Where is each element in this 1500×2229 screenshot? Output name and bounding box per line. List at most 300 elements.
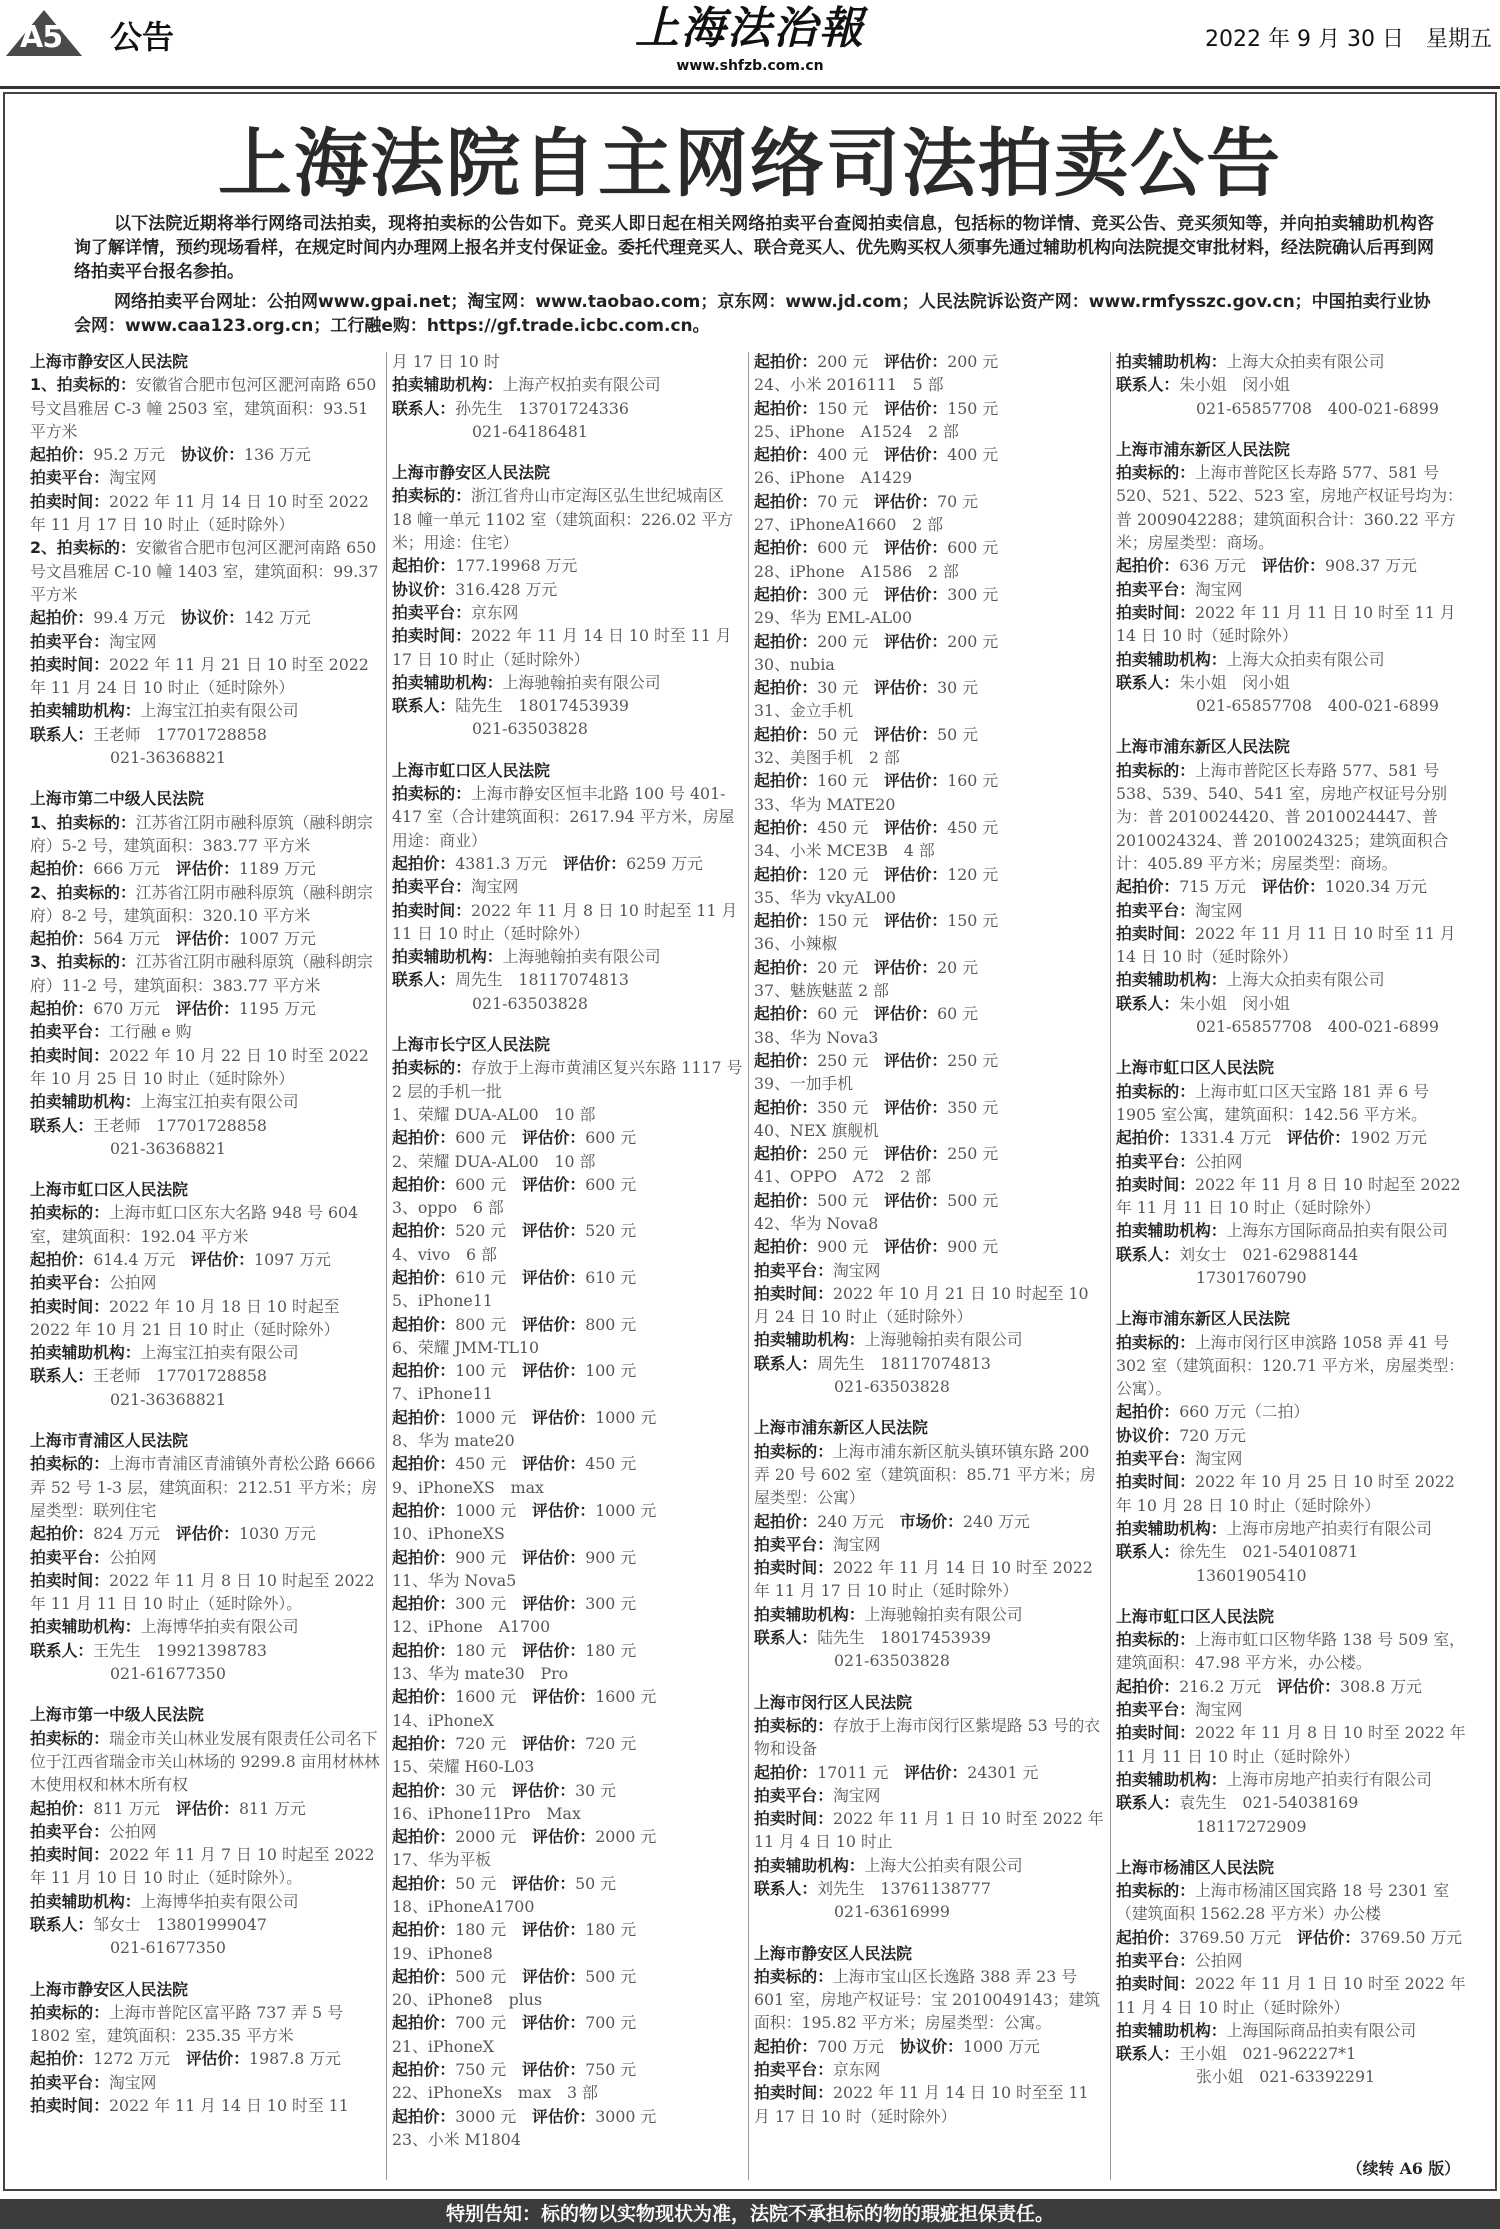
field-label: 起拍价：: [1116, 1128, 1180, 1148]
field-label: 评估价：: [883, 911, 948, 931]
field-label: 起拍价：: [392, 1966, 456, 1986]
listing-line: 起拍价：300 元 评估价：300 元: [754, 584, 999, 604]
field-label: 起拍价：: [392, 2106, 456, 2126]
field-label: 联系人：: [392, 696, 456, 716]
listing-line: 起拍价：720 元 评估价：720 元: [392, 1733, 637, 1753]
listing-line: 021-63503828: [472, 993, 588, 1013]
listing-line: 拍卖辅助机构：上海国际商品拍卖有限公司: [1116, 2020, 1417, 2040]
field-label: 拍卖时间：: [30, 1570, 109, 1590]
field-label: 评估价：: [175, 1798, 239, 1818]
listing-line: 拍卖辅助机构：上海宝江拍卖有限公司: [30, 701, 299, 721]
field-label: 起拍价：: [392, 1827, 456, 1847]
listing-line: 拍卖平台：淘宝网: [30, 468, 157, 488]
field-label: 起拍价：: [754, 2036, 818, 2056]
listing-line: 联系人：王先生 19921398783: [30, 1640, 267, 1660]
listing-line: 42、华为 Nova8: [754, 1213, 879, 1233]
field-label: 起拍价：: [30, 929, 94, 949]
continued-note: （续转 A6 版）: [1346, 2158, 1460, 2178]
field-label: 拍卖平台：: [30, 1547, 109, 1567]
listing-line: 起拍价：660 万元（二拍）: [1116, 1402, 1310, 1422]
listing-line: 021-36368821: [110, 748, 226, 768]
field-label: 起拍价：: [30, 608, 94, 628]
field-label: 拍卖平台：: [754, 2060, 833, 2080]
field-label: 起拍价：: [30, 1249, 94, 1269]
field-label: 评估价：: [883, 538, 948, 558]
court-name: 上海市浦东新区人民法院: [1116, 439, 1290, 459]
field-label: 拍卖标的：: [30, 1203, 109, 1223]
listing-line: 021-64186481: [472, 421, 588, 441]
field-label: 起拍价：: [30, 2049, 94, 2069]
listing-line: 23、小米 M1804: [392, 2129, 521, 2149]
field-label: 评估价：: [873, 491, 938, 511]
listing-line: 联系人：朱小姐 闵小姐: [1116, 672, 1290, 692]
field-label: 拍卖辅助机构：: [1116, 352, 1227, 371]
listing-line: 起拍价：160 元 评估价：160 元: [754, 771, 999, 791]
listing-line: 拍卖标的：上海市虹口区物华路 138 号 509 室，建筑面积：47.98 平方米，办公楼。: [1116, 1630, 1465, 1673]
listing-line: 拍卖标的：浙江省舟山市定海区弘生世纪城南区 18 幢一单元 1102 室（建筑面积：226.02 平方米；用途：住宅）: [392, 486, 734, 553]
field-label: 起拍价：: [392, 2013, 456, 2033]
court-name: 上海市虹口区人民法院: [1116, 1058, 1274, 1078]
listing-line: 39、一加手机: [754, 1074, 854, 1094]
field-label: 评估价：: [883, 817, 948, 837]
listing-line: 32、美图手机 2 部: [754, 748, 900, 768]
listing-line: 起拍价：50 元 评估价：50 元: [392, 1873, 617, 1893]
listing-line: 拍卖平台：公拍网: [30, 1273, 157, 1293]
field-label: 联系人：: [30, 1915, 94, 1934]
field-label: 起拍价：: [754, 398, 818, 418]
field-label: 评估价：: [873, 957, 938, 977]
court-name: 上海市第二中级人民法院: [30, 789, 204, 809]
listing-line: 021-65857708 400-021-6899: [1196, 1017, 1439, 1037]
listing-line: 17301760790: [1196, 1267, 1307, 1287]
listing-line: 起拍价：400 元 评估价：400 元: [754, 445, 999, 465]
listing-line: 29、华为 EML-AL00: [754, 608, 913, 628]
listing-line: 021-36368821: [110, 1138, 226, 1158]
listing-line: 起拍价：17011 元 评估价：24301 元: [754, 1762, 1039, 1782]
listing-line: 4、vivo 6 部: [392, 1244, 497, 1264]
listing-line: 起拍价：50 元 评估价：50 元: [754, 724, 979, 744]
field-label: 联系人：: [30, 1640, 94, 1660]
listing-line: 联系人：朱小姐 闵小姐: [1116, 375, 1290, 395]
field-label: 评估价：: [883, 864, 948, 884]
field-label: 评估价：: [1276, 1676, 1341, 1696]
listing-line: 拍卖平台：淘宝网: [30, 2072, 157, 2092]
field-label: 拍卖标的：: [1116, 1332, 1195, 1352]
listing-line: 拍卖平台：公拍网: [1116, 1151, 1243, 1171]
field-label: 拍卖时间：: [1116, 1472, 1195, 1492]
field-label: 拍卖平台：: [30, 1273, 109, 1293]
listing-line: 17、华为平板: [392, 1850, 492, 1870]
field-label: 起拍价：: [392, 1733, 456, 1753]
listing-line: 拍卖平台：淘宝网: [1116, 1700, 1243, 1720]
listing-line: 起拍价：715 万元 评估价：1020.34 万元: [1116, 877, 1427, 897]
listing-line: 3、oppo 6 部: [392, 1198, 504, 1218]
listing-line: 拍卖时间：2022 年 11 月 21 日 10 时至 2022 年 11 月 24 日 10 时止（延时除外）: [30, 654, 369, 698]
listing-line: 021-61677350: [110, 1664, 226, 1684]
field-label: 拍卖标的：: [30, 2002, 109, 2022]
field-label: 联系人：: [30, 1366, 94, 1386]
listing-line: 拍卖时间：2022 年 10 月 21 日 10 时起至 10 月 24 日 10 时止（延时除外）: [754, 1283, 1089, 1327]
listing-line: 拍卖辅助机构：上海宝江拍卖有限公司: [30, 1092, 299, 1112]
intro-text: 以下法院近期将举行网络司法拍卖，现将拍卖标的公告如下。竞买人即日起在相关网络拍卖平台查阅拍卖信息，包括标的物详情、竞买公告、竞买须知等，并向拍卖辅助机构咨询了解详情，预约现场看样，在规定时间内办理网上报名并支付保证金。委托代理竞买人、联合竞买人、优先购买权人须事先通过辅助机构向法院提交审批材料，经法院确认后再到网络拍卖平台报名参拍。: [74, 214, 1434, 282]
listing-line: 拍卖时间：2022 年 11 月 14 日 10 时至 11 月 17 日 10 时止（延时除外）: [392, 626, 732, 669]
field-label: 拍卖辅助机构：: [30, 1343, 141, 1363]
field-label: 拍卖辅助机构：: [754, 1855, 865, 1875]
court-name: 上海市静安区人民法院: [30, 352, 188, 371]
listing-line: 3、拍卖标的：江苏省江阴市融科原筑（融科朗宗府）11-2 号，建筑面积：383.77 平方米: [30, 952, 373, 995]
column-divider: [1110, 352, 1111, 2180]
listing-line: 联系人：徐先生 021-54010871: [1116, 1542, 1359, 1562]
listing-line: 24、小米 2016111 5 部: [754, 375, 944, 395]
listing-line: 拍卖平台：公拍网: [1116, 1951, 1243, 1970]
field-label: 评估价：: [883, 352, 948, 371]
field-label: 起拍价：: [1116, 877, 1180, 897]
listing-line: 2、拍卖标的：安徽省合肥市包河区淝河南路 650 号文昌雅居 C-10 幢 1403 室，建筑面积：99.37 平方米: [30, 538, 379, 604]
listing-line: 41、OPPO A72 2 部: [754, 1167, 932, 1187]
field-label: 评估价：: [521, 1221, 586, 1241]
field-label: 协议价：: [1116, 1425, 1180, 1445]
field-label: 拍卖辅助机构：: [30, 1092, 141, 1112]
field-label: 评估价：: [532, 1827, 596, 1847]
listing-line: 起拍价：150 元 评估价：150 元: [754, 911, 999, 931]
field-label: 评估价：: [175, 1524, 239, 1544]
listing-line: 拍卖标的：上海市普陀区长寿路 577、581 号 520、521、522、523 室，房地产权证号均为：普 2009042288；建筑面积合计：360.22 平方米；房屋类型：商场。: [1116, 463, 1463, 553]
listing-line: 拍卖标的：上海市杨浦区国宾路 18 号 2301 室（建筑面积 1562.28 平方米）办公楼: [1116, 1881, 1450, 1924]
listing-line: 拍卖辅助机构：上海驰翰拍卖有限公司: [392, 672, 661, 692]
listing-line: 拍卖标的：存放于上海市黄浦区复兴东路 1117 号 2 层的手机一批: [392, 1058, 743, 1101]
listing-line: 021-63503828: [472, 719, 588, 739]
listing-line: 拍卖平台：公拍网: [30, 1547, 157, 1567]
listing-line: 22、iPhoneXs max 3 部: [392, 2083, 598, 2103]
field-label: 拍卖平台：: [754, 1785, 833, 1805]
listing-line: 起拍价：800 元 评估价：800 元: [392, 1314, 637, 1334]
court-name: 上海市浦东新区人民法院: [754, 1418, 928, 1438]
listing-line: 拍卖平台：淘宝网: [1116, 1449, 1243, 1469]
column-divider: [748, 352, 749, 2180]
field-label: 拍卖辅助机构：: [392, 375, 503, 395]
listing-line: 8、华为 mate20: [392, 1431, 515, 1451]
listing-line: 起拍价：216.2 万元 评估价：308.8 万元: [1116, 1676, 1422, 1696]
field-label: 拍卖辅助机构：: [1116, 649, 1227, 669]
listing-line: 9、iPhoneXS max: [392, 1477, 544, 1497]
listing-line: 协议价：316.428 万元: [392, 579, 558, 599]
field-label: 评估价：: [521, 1966, 586, 1986]
field-label: 拍卖标的：: [30, 1728, 109, 1748]
field-label: 拍卖辅助机构：: [392, 672, 503, 692]
listing-line: 11、华为 Nova5: [392, 1570, 517, 1590]
field-label: 拍卖平台：: [30, 631, 109, 651]
field-label: 起拍价：: [30, 1524, 94, 1544]
field-label: 起拍价：: [30, 999, 94, 1019]
listing-line: 联系人：王老师 17701728858: [30, 1115, 267, 1135]
listing-line: 联系人：邹女士 13801999047: [30, 1915, 267, 1934]
field-label: 拍卖时间：: [30, 1045, 109, 1065]
listing-line: 1、荣耀 DUA-AL00 10 部: [392, 1104, 596, 1124]
field-label: 评估价：: [185, 2049, 250, 2069]
listing-line: 起拍价：180 元 评估价：180 元: [392, 1640, 637, 1660]
field-label: 拍卖平台：: [30, 1022, 109, 1042]
listing-line: 拍卖平台：淘宝网: [754, 1534, 881, 1554]
field-label: 3、拍卖标的：: [30, 952, 136, 972]
field-label: 起拍价：: [392, 1500, 456, 1520]
listing-line: 38、华为 Nova3: [754, 1027, 879, 1047]
field-label: 拍卖时间：: [30, 491, 109, 511]
field-label: 拍卖辅助机构：: [1116, 970, 1227, 990]
field-label: 评估价：: [1296, 1927, 1361, 1947]
field-label: 联系人：: [754, 1628, 818, 1648]
listing-line: 起拍价：150 元 评估价：150 元: [754, 398, 999, 418]
listing-line: 联系人：陆先生 18017453939: [754, 1628, 991, 1648]
listing-line: 起拍价：1000 元 评估价：1000 元: [392, 1407, 657, 1427]
field-label: 起拍价：: [754, 724, 818, 744]
field-label: 1、拍卖标的：: [30, 375, 136, 395]
field-label: 评估价：: [521, 1314, 586, 1334]
listing-line: 起拍价：610 元 评估价：610 元: [392, 1267, 637, 1287]
field-label: 评估价：: [521, 1594, 586, 1614]
listing-line: 拍卖标的：存放于上海市闵行区紫堤路 53 号的衣物和设备: [754, 1715, 1101, 1759]
listing-line: 拍卖平台：淘宝网: [30, 631, 157, 651]
field-label: 评估价：: [521, 1920, 586, 1940]
listing-line: 拍卖辅助机构：上海宝江拍卖有限公司: [30, 1343, 299, 1363]
listing-line: 021-65857708 400-021-6899: [1196, 696, 1439, 716]
field-label: 起拍价：: [754, 771, 818, 791]
field-label: 起拍价：: [754, 1511, 818, 1531]
field-label: 联系人：: [1116, 375, 1180, 395]
field-label: 评估价：: [883, 1144, 948, 1164]
listing-line: 13601905410: [1196, 1565, 1307, 1585]
field-label: 起拍价：: [1116, 1927, 1180, 1947]
field-label: 起拍价：: [392, 1920, 456, 1940]
field-label: 评估价：: [904, 1762, 968, 1782]
field-label: 联系人：: [1116, 1244, 1180, 1264]
listing-line: 起拍价：177.19968 万元: [392, 556, 578, 576]
issue-date: 2022 年 9 月 30 日 星期五: [1205, 27, 1492, 52]
listing-line: 拍卖辅助机构：上海东方国际商品拍卖有限公司: [1116, 1221, 1448, 1241]
listing-line: 起拍价：4381.3 万元 评估价：6259 万元: [392, 853, 703, 873]
field-label: 联系人：: [30, 724, 94, 744]
listing-line: 拍卖平台：公拍网: [30, 1821, 157, 1841]
field-label: 评估价：: [883, 398, 948, 418]
field-label: 起拍价：: [754, 1190, 818, 1210]
field-label: 拍卖平台：: [754, 1534, 833, 1554]
field-label: 起拍价：: [754, 864, 818, 884]
field-label: 拍卖平台：: [1116, 1700, 1195, 1720]
field-label: 联系人：: [1116, 2044, 1180, 2064]
field-label: 拍卖时间：: [1116, 1174, 1195, 1194]
listing-line: 拍卖标的：上海市普陀区富平路 737 弄 5 号 1802 室，建筑面积：235.35 平方米: [30, 2002, 344, 2046]
listing-line: 13、华为 mate30 Pro: [392, 1664, 569, 1684]
listing-line: 拍卖辅助机构：上海大众拍卖有限公司: [1116, 649, 1385, 669]
field-label: 起拍价：: [392, 1873, 456, 1893]
field-label: 评估价：: [511, 1873, 576, 1893]
listing-line: 联系人：孙先生 13701724336: [392, 398, 629, 418]
listing-line: 16、iPhone11Pro Max: [392, 1803, 581, 1823]
field-label: 拍卖标的：: [1116, 760, 1195, 780]
listing-line: 拍卖时间：2022 年 10 月 22 日 10 时至 2022 年 10 月 25 日 10 时止（延时除外）: [30, 1045, 369, 1088]
listing-line: 19、iPhone8: [392, 1943, 493, 1963]
column-1: [30, 350, 382, 2182]
field-label: 拍卖辅助机构：: [30, 1891, 141, 1911]
field-label: 起拍价：: [392, 1594, 456, 1614]
field-label: 联系人：: [754, 1879, 818, 1898]
field-label: 1、拍卖标的：: [30, 812, 136, 832]
listing-line: 拍卖时间：2022 年 11 月 14 日 10 时至 2022 年 11 月 17 日 10 时止（延时除外）: [754, 1558, 1093, 1601]
court-name: 上海市浦东新区人民法院: [1116, 737, 1290, 757]
listing-line: 拍卖辅助机构：上海大公拍卖有限公司: [754, 1855, 1023, 1875]
listing-line: 拍卖平台：淘宝网: [1116, 900, 1243, 920]
listing-line: 起拍价：614.4 万元 评估价：1097 万元: [30, 1249, 331, 1269]
field-label: 评估价：: [883, 1190, 948, 1210]
court-name: 上海市虹口区人民法院: [30, 1180, 188, 1200]
field-label: 评估价：: [873, 724, 938, 744]
listing-line: 拍卖辅助机构：上海驰翰拍卖有限公司: [754, 1330, 1023, 1350]
listing-line: 起拍价：824 万元 评估价：1030 万元: [30, 1524, 316, 1544]
field-label: 评估价：: [521, 1361, 586, 1381]
field-label: 评估价：: [175, 859, 239, 879]
listing-line: 起拍价：200 元 评估价：200 元: [754, 352, 999, 371]
listing-line: 拍卖标的：瑞金市关山林业发展有限责任公司名下位于江西省瑞金市关山林场的 9299.8 亩用材林林木使用权和林木所有权: [30, 1728, 380, 1795]
columns: [30, 350, 1472, 2182]
field-label: 拍卖平台：: [30, 1821, 109, 1841]
field-label: 评估价：: [190, 1249, 255, 1269]
field-label: 拍卖辅助机构：: [392, 947, 503, 967]
field-label: 拍卖标的：: [1116, 1881, 1195, 1901]
listing-line: 起拍价：200 元 评估价：200 元: [754, 631, 999, 651]
field-label: 拍卖平台：: [754, 1260, 833, 1280]
field-label: 协议价：: [180, 445, 244, 465]
listing-line: 25、iPhone A1524 2 部: [754, 421, 959, 441]
listing-line: 40、NEX 旗舰机: [754, 1120, 879, 1140]
court-name: 上海市第一中级人民法院: [30, 1705, 204, 1725]
court-name: 上海市静安区人民法院: [392, 463, 550, 483]
field-label: 起拍价：: [392, 1687, 456, 1707]
listing-line: 拍卖平台：工行融 e 购: [30, 1022, 192, 1042]
newspaper-website: www.shfzb.com.cn: [676, 58, 824, 74]
field-label: 拍卖平台：: [1116, 1449, 1195, 1469]
field-label: 起拍价：: [392, 1221, 456, 1241]
field-label: 评估价：: [521, 2013, 586, 2033]
listing-line: 联系人：周先生 18117074813: [754, 1353, 991, 1373]
listing-line: 拍卖时间：2022 年 11 月 8 日 10 时至 2022 年 11 月 11 日 10 时止（延时除外）: [1116, 1723, 1466, 1766]
column-divider: [386, 352, 387, 2180]
field-label: 起拍价：: [392, 1407, 456, 1427]
field-label: 拍卖辅助机构：: [754, 1330, 865, 1350]
field-label: 评估价：: [873, 1004, 938, 1024]
listing-line: 拍卖辅助机构：上海市房地产拍卖行有限公司: [1116, 1518, 1432, 1538]
field-label: 起拍价：: [754, 584, 818, 604]
listing-line: 拍卖辅助机构：上海产权拍卖有限公司: [392, 375, 661, 395]
listing-line: 联系人：周先生 18117074813: [392, 970, 629, 990]
listing-line: 26、iPhone A1429: [754, 468, 913, 488]
listing-line: 起拍价：1272 万元 评估价：1987.8 万元: [30, 2049, 341, 2069]
field-label: 拍卖标的：: [1116, 1081, 1195, 1101]
listing-line: 起拍价：60 元 评估价：60 元: [754, 1004, 979, 1024]
field-label: 拍卖平台：: [30, 468, 109, 488]
listing-line: 起拍价：600 元 评估价：600 元: [754, 538, 999, 558]
listing-line: 021-36368821: [110, 1389, 226, 1409]
field-label: 评估价：: [521, 2060, 586, 2080]
field-label: 起拍价：: [392, 1267, 456, 1287]
listing-line: 拍卖时间：2022 年 10 月 25 日 10 时至 2022 年 10 月 28 日 10 时止（延时除外）: [1116, 1472, 1455, 1515]
listing-line: 拍卖平台：京东网: [392, 602, 519, 622]
listing-line: 34、小米 MCE3B 4 部: [754, 841, 935, 861]
field-label: 拍卖标的：: [392, 1058, 471, 1078]
listing-line: 起拍价：3000 元 评估价：3000 元: [392, 2106, 657, 2126]
field-label: 拍卖标的：: [754, 1715, 833, 1735]
header-rule: [0, 86, 1500, 89]
listing-line: 拍卖平台：淘宝网: [754, 1260, 881, 1280]
listing-line: 拍卖时间：2022 年 11 月 8 日 10 时起至 2022 年 11 月 11 日 10 时止（延时除外）。: [30, 1570, 375, 1614]
field-label: 起拍价：: [754, 678, 818, 698]
listing-line: 起拍价：700 万元 协议价：1000 万元: [754, 2036, 1040, 2056]
field-label: 评估价：: [883, 445, 948, 465]
field-label: 拍卖辅助机构：: [1116, 1221, 1227, 1241]
listing-line: 拍卖时间：2022 年 11 月 11 日 10 时至 11 月 14 日 10 时（延时除外）: [1116, 923, 1456, 967]
intro-paragraph: [74, 212, 1434, 284]
field-label: 起拍价：: [1116, 1402, 1180, 1422]
field-label: 联系人：: [1116, 672, 1180, 692]
listing-line: 联系人：刘先生 13761138777: [754, 1879, 991, 1898]
listing-line: 起拍价：670 万元 评估价：1195 万元: [30, 999, 316, 1019]
field-label: 拍卖平台：: [30, 2072, 109, 2092]
listing-line: 拍卖时间：2022 年 11 月 1 日 10 时至 2022 年 11 月 4 日 10 时止: [754, 1809, 1104, 1852]
listing-line: 31、金立手机: [754, 701, 854, 721]
court-name: 上海市静安区人民法院: [754, 1943, 912, 1963]
listing-line: 起拍价：120 元 评估价：120 元: [754, 864, 999, 884]
column-4: [1116, 350, 1468, 2182]
listing-line: 10、iPhoneXS: [392, 1524, 505, 1544]
listing-line: 起拍价：700 元 评估价：700 元: [392, 2013, 637, 2033]
field-label: 评估价：: [521, 1267, 586, 1287]
field-label: 拍卖辅助机构：: [754, 1604, 865, 1624]
listing-line: 起拍价：600 元 评估价：600 元: [392, 1174, 637, 1194]
field-label: 协议价：: [899, 2036, 963, 2056]
listing-line: 联系人：朱小姐 闵小姐: [1116, 993, 1290, 1013]
field-label: 拍卖标的：: [1116, 1630, 1195, 1650]
field-label: 起拍价：: [30, 859, 94, 879]
field-label: 拍卖时间：: [1116, 923, 1195, 943]
page-header: [0, 0, 1500, 86]
court-name: 上海市长宁区人民法院: [392, 1035, 550, 1055]
listing-line: 1、拍卖标的：安徽省合肥市包河区淝河南路 650 号文昌雅居 C-3 幢 2503 室，建筑面积：93.51 平方米: [30, 375, 377, 441]
field-label: 2、拍卖标的：: [30, 538, 136, 558]
court-name: 上海市浦东新区人民法院: [1116, 1309, 1290, 1329]
field-label: 评估价：: [1261, 556, 1325, 576]
field-label: 拍卖辅助机构：: [1116, 1769, 1227, 1789]
listing-line: 拍卖标的：上海市静安区恒丰北路 100 号 401-417 室（合计建筑面积：2617.94 平方米，房屋用途：商业）: [392, 784, 735, 850]
field-label: 评估价：: [883, 631, 948, 651]
listing-line: 联系人：王老师 17701728858: [30, 1366, 267, 1386]
field-label: 拍卖时间：: [1116, 602, 1195, 622]
listing-line: 拍卖标的：上海市闵行区申滨路 1058 弄 41 号 302 室（建筑面积：120.71 平方米，房屋类型：公寓）。: [1116, 1332, 1465, 1399]
listing-line: 起拍价：2000 元 评估价：2000 元: [392, 1827, 657, 1847]
field-label: 拍卖标的：: [392, 784, 471, 804]
field-label: 拍卖标的：: [754, 1441, 833, 1461]
listing-line: 拍卖时间：2022 年 11 月 1 日 10 时至 2022 年 11 月 4 日 10 时止（延时除外）: [1116, 1974, 1466, 2017]
court-name: 上海市虹口区人民法院: [392, 760, 550, 780]
field-label: 市场价：: [899, 1511, 963, 1531]
field-label: 拍卖辅助机构：: [30, 701, 141, 721]
field-label: 评估价：: [521, 1733, 586, 1753]
court-name: 上海市青浦区人民法院: [30, 1431, 188, 1451]
listing-line: 张小姐 021-63392291: [1196, 2067, 1376, 2087]
listing-line: 15、荣耀 H60-L03: [392, 1757, 535, 1777]
field-label: 起拍价：: [392, 1640, 456, 1660]
listing-line: 5、iPhone11: [392, 1291, 493, 1311]
listing-line: 30、nubia: [754, 654, 835, 674]
field-label: 起拍价：: [754, 1237, 818, 1257]
listing-line: 6、荣耀 JMM-TL10: [392, 1337, 540, 1357]
